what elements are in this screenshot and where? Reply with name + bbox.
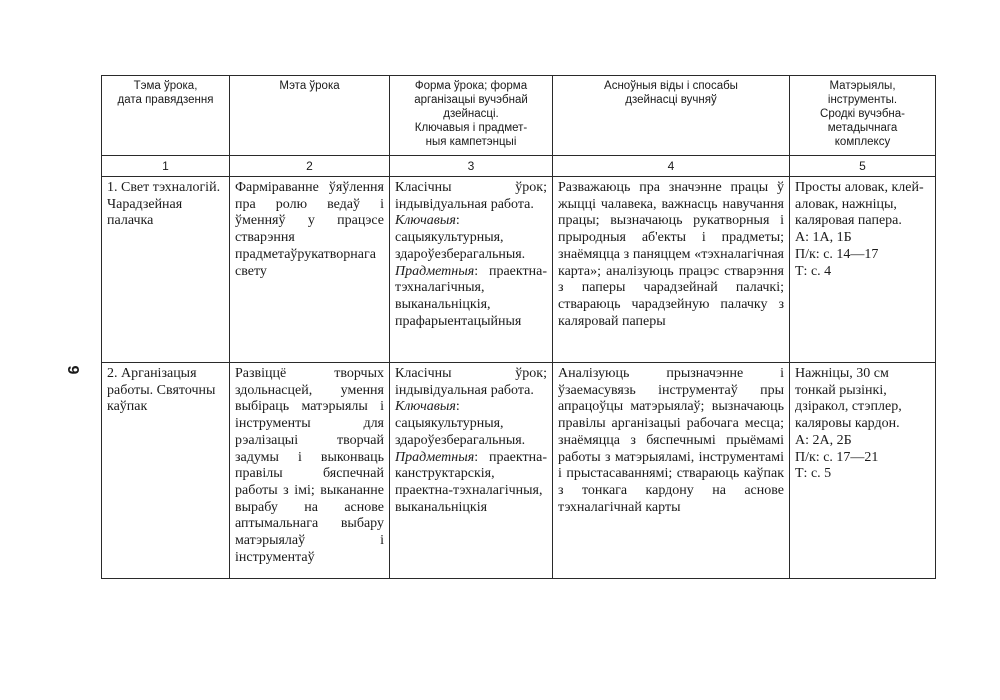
textbook-reference: Т: с. 4 — [795, 263, 832, 279]
header-topic: Тэма ўрока, дата правядзення — [102, 76, 230, 156]
key-competencies: : сацыякультурныя, здароўезберагальныя. — [395, 213, 526, 262]
subject-competencies: : праектна-тэхналагічныя, выканальніцкія, прафарыентацыйныя — [395, 263, 547, 329]
lesson-materials — [790, 177, 936, 363]
lesson-materials — [790, 363, 936, 579]
workbook-reference: П/к: с. 17—21 — [795, 449, 879, 465]
subject-competencies: : праектна-канструктарскія, праектна-тэхналагічныя, выканальніцкія — [395, 449, 547, 515]
lesson-form — [390, 363, 553, 579]
album-reference: А: 2А, 2Б — [795, 432, 852, 448]
key-competencies-label: Ключавыя — [395, 213, 456, 229]
header-goal: Мэта ўрока — [230, 76, 390, 156]
lesson-form — [390, 177, 553, 363]
column-number: 4 — [553, 156, 790, 177]
album-reference: А: 1А, 1Б — [795, 230, 852, 246]
table-row — [102, 177, 936, 363]
materials-list: Нажніцы, 30 см тонкай рызінкі, дзіракол, стэплер, каляровы кардон. — [795, 366, 902, 432]
textbook-reference: Т: с. 5 — [795, 466, 832, 482]
key-competencies: : сацыякультурныя, здароўезберагальныя. — [395, 399, 526, 448]
column-number-row — [102, 156, 936, 177]
header-materials: Матэрыялы, інструменты. Сродкі вучэбна- метадычнага комплексу — [790, 76, 936, 156]
header-activities: Асноўныя віды і спосабы дзейнасці вучняў — [553, 76, 790, 156]
column-number: 1 — [102, 156, 230, 177]
column-number: 5 — [790, 156, 936, 177]
lesson-activities: Аналізуюць прызначэнне і ўзаемасувязь інструментаў пры апрацоўцы матэрыялаў; вызначаюць правілы арганізацыі рабочага месца; знаёмяцца з бяспечнымі прыёмамі работы з матэрыяламі, інструментамі і прыстасаваннямі; ствараюць каўпак з тонкага кардону на аснове тэхналагічнай карты — [553, 363, 790, 579]
lesson-goal: Фарміраванне ўяўлення пра ролю ведаў і ўменняў у працэсе стварэння прадметаўрукатворнага свету — [230, 177, 390, 363]
lesson-topic: 2. Арганізацыя работы. Святочны каўпак — [102, 363, 230, 579]
subject-competencies-label: Прадметныя — [395, 449, 475, 465]
table-row — [102, 363, 936, 579]
column-number: 2 — [230, 156, 390, 177]
header-form: Форма ўрока; форма арганізацыі вучэбнай дзейнасці. Ключавыя і прадмет- ныя кампетэнцыі — [390, 76, 553, 156]
key-competencies-label: Ключавыя — [395, 399, 456, 415]
table-header-row — [102, 76, 936, 156]
lesson-goal: Развіццё творчых здольнасцей, умення выбіраць матэрыялы і інструменты для рэалізацыі творчай задумы і выконваць правілы бяспечнай работы з імі; выкананне вырабу на аснове аптымальнага выбару матэрыялаў і інструментаў — [230, 363, 390, 579]
column-number: 3 — [390, 156, 553, 177]
workbook-reference: П/к: с. 14—17 — [795, 246, 879, 262]
lesson-topic: 1. Свет тэхналогій. Чарадзейная палачка — [102, 177, 230, 363]
form-intro: Класічны ўрок; індывідуальная работа. — [395, 366, 547, 398]
form-intro: Класічны ўрок; індывідуальная работа. — [395, 180, 547, 212]
lesson-activities: Разважаюць пра значэнне працы ў жыцці чалавека, важнасць навучання працы; вызначаюць рукатворныя і прыродныя аб'екты і прадметы; знаёмяцца з паняццем «тэхналагічная карта»; аналізуюць працэс стварэння з паперы чарадзейнай палачкі; ствараюць чарадзейную палачку з каляровай паперы — [553, 177, 790, 363]
page-number: 9 — [64, 365, 81, 375]
subject-competencies-label: Прадметныя — [395, 263, 475, 279]
lesson-plan-table — [101, 75, 936, 579]
materials-list: Просты аловак, клей-аловак, нажніцы, каляровая папера. — [795, 180, 924, 229]
